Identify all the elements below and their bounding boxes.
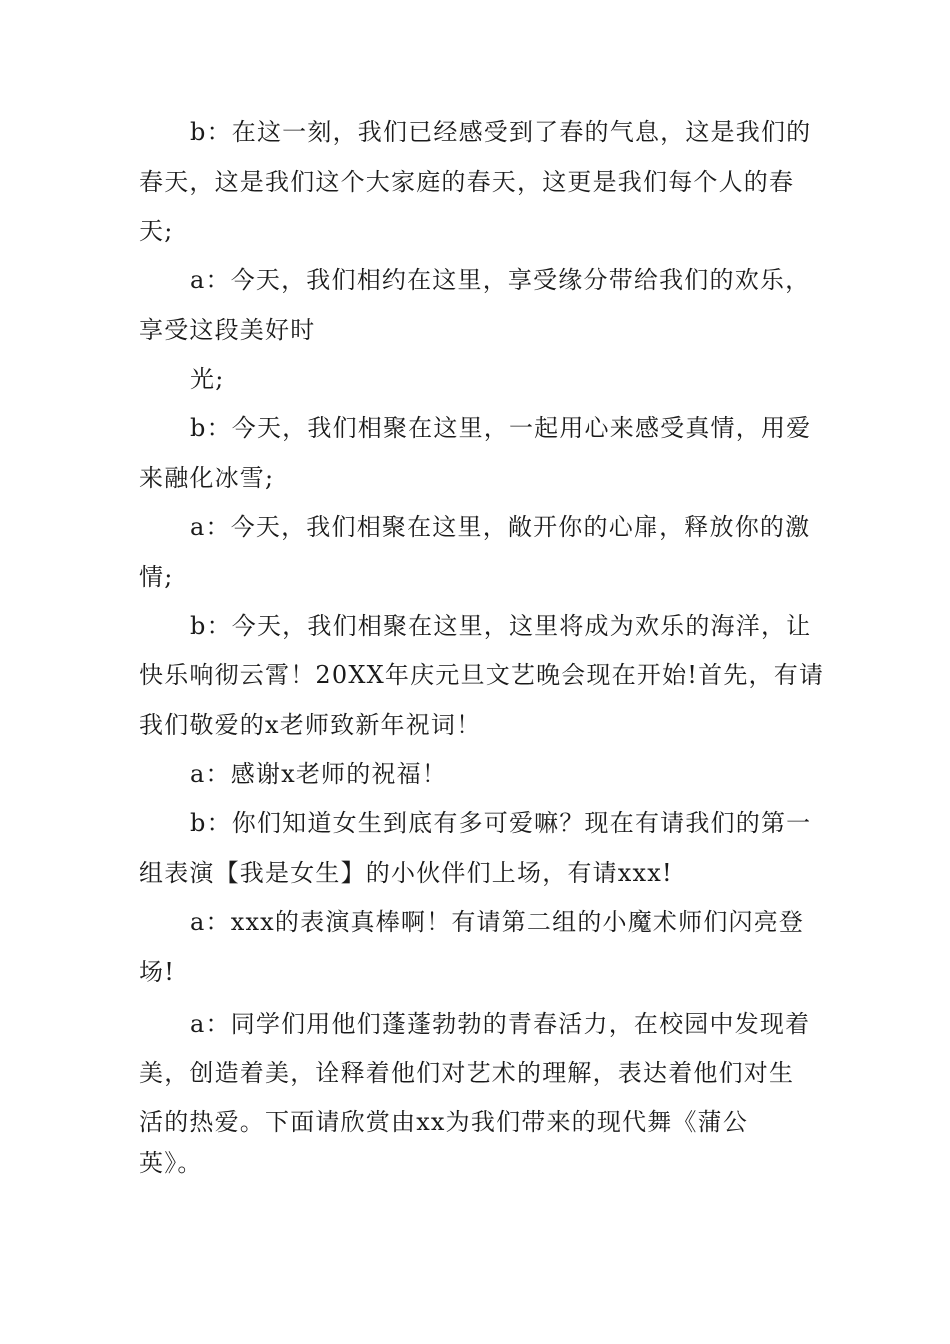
- text-line: a：同学们用他们蓬蓬勃勃的青春活力，在校园中发现着: [190, 1010, 811, 1038]
- text-line: 美，创造着美，诠释着他们对艺术的理解，表达着他们对生: [139, 1059, 795, 1087]
- text-line: a：xxx的表演真棒啊！有请第二组的小魔术师们闪亮登: [190, 908, 805, 936]
- text-line: b：你们知道女生到底有多可爱嘛？现在有请我们的第一: [190, 809, 812, 837]
- text-line: 春天，这是我们这个大家庭的春天，这更是我们每个人的春: [139, 168, 795, 196]
- text-line: 享受这段美好时: [139, 316, 316, 344]
- text-line: b：今天，我们相聚在这里，这里将成为欢乐的海洋，让: [190, 612, 812, 640]
- text-line: 来融化冰雪;: [139, 464, 275, 492]
- text-line: 组表演【我是女生】的小伙伴们上场，有请xxx!: [139, 859, 673, 887]
- text-line: 我们敬爱的x老师致新年祝词！: [139, 711, 482, 739]
- text-line: 天;: [139, 217, 174, 245]
- text-line: 光;: [190, 365, 225, 393]
- text-line: b：在这一刻，我们已经感受到了春的气息，这是我们的: [190, 118, 812, 146]
- text-line: 活的热爱。下面请欣赏由xx为我们带来的现代舞《蒲公: [139, 1108, 749, 1136]
- text-line: 英》。: [139, 1149, 203, 1177]
- text-line: 场!: [139, 958, 176, 986]
- text-line: b：今天，我们相聚在这里，一起用心来感受真情，用爱: [190, 414, 812, 442]
- text-line: a：感谢x老师的祝福！: [190, 760, 448, 788]
- text-line: 快乐响彻云霄！20XX年庆元旦文艺晚会现在开始!首先，有请: [139, 661, 825, 689]
- text-line: 情;: [139, 563, 174, 591]
- text-line: a：今天，我们相约在这里，享受缘分带给我们的欢乐，: [190, 266, 811, 294]
- text-line: a：今天，我们相聚在这里，敞开你的心扉，释放你的激: [190, 513, 811, 541]
